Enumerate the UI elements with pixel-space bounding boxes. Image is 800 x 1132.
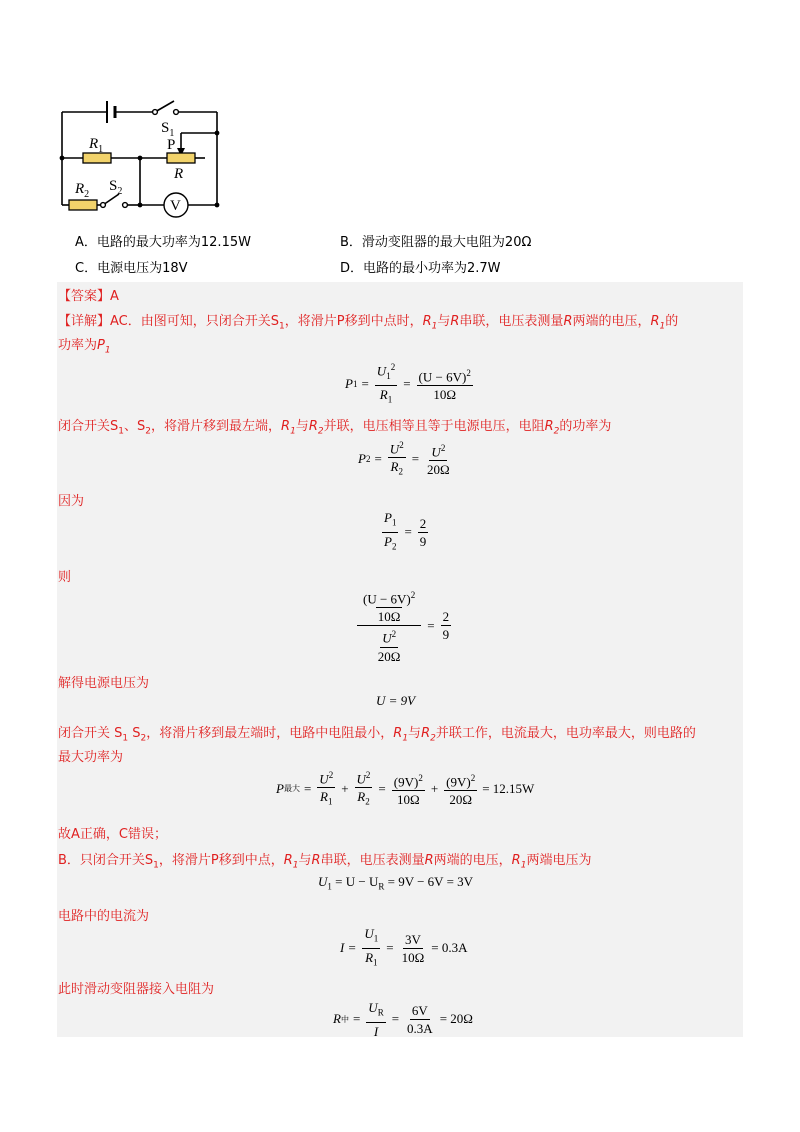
conclusion-ac: 故A正确，C错误； <box>58 827 167 842</box>
answer: 【答案】A <box>58 289 119 304</box>
voltmeter-label: V <box>170 198 181 214</box>
equation-u: U = 9V <box>376 693 416 708</box>
analysis-line-2: 功率为$P_1$ <box>58 338 111 356</box>
equation-resistance: R 中 = $\frac{U_R}{I}$ = $\frac{6V}{0.3A}$ = 20Ω <box>333 1000 473 1039</box>
option-a: A．电路的最大功率为12.15W <box>75 235 251 250</box>
option-d: D．电路的最小功率为2.7W <box>340 261 501 276</box>
current-label: 电路中的电流为 <box>58 909 150 924</box>
rheostat-r-label: R <box>174 166 184 182</box>
circuit-diagram <box>55 92 230 222</box>
equation-p1: P 1 = $\frac{U_1^2}{R_1}$ = $\frac{(U - 6V)^2}{10\Omega}$ <box>345 362 471 405</box>
r1-label: $R_1$ <box>89 136 104 155</box>
equation-compound: $\frac{\frac{(U - 6V)^2}{10\Omega}}{\frac{U^2}{20\Omega}}$ = $\frac{2}{9}$ <box>355 588 453 664</box>
r2-label: $R_2$ <box>75 181 90 200</box>
resistance-label: 此时滑动变阻器接入电阻为 <box>58 982 215 997</box>
equation-u1: $U_1 = U - U_R = 9V - 6V = 3V$ <box>318 874 474 892</box>
equation-p2: P 2 = $\frac{U^2}{R_2}$ = $\frac{U^2}{20\Omega}$ <box>358 440 450 478</box>
s2-label: $S_2$ <box>109 178 123 197</box>
slider-p-label: P <box>167 137 176 153</box>
solve-label: 解得电源电压为 <box>58 676 150 691</box>
then-label: 则 <box>58 570 72 585</box>
s1-label: $S_1$ <box>161 120 175 139</box>
equation-current: I = $\frac{U_1}{R_1}$ = $\frac{3V}{10\Omega}$ = 0.3A <box>340 926 468 968</box>
analysis-b-line: B．只闭合开关$S_1$，将滑片P移到中点，$R_1$与R串联，电压表测量R两端的电压，$R_1$两端电压为 <box>58 853 592 871</box>
analysis-line-5: 最大功率为 <box>58 750 124 765</box>
analysis-line-4: 闭合开关 $S_1$ $S_2$，将滑片移到最左端时，电路中电阻最小，$R_1$与$R_2$并联工作，电流最大，电功率最大，则电路的 <box>58 726 696 744</box>
option-c: C．电源电压为18V <box>75 261 188 276</box>
option-b: B．滑动变阻器的最大电阻为20Ω <box>340 235 532 250</box>
analysis-line-3: 闭合开关$S_1$、$S_2$，将滑片移到最左端，$R_1$与$R_2$并联，电压相等且等于电源电压，电阻$R_2$的功率为 <box>58 419 612 437</box>
analysis-line-1: 【详解】AC．由图可知，只闭合开关$S_1$，将滑片P移到中点时，$R_1$与R串联，电压表测量R两端的电压，$R_1$的 <box>58 314 679 332</box>
because-label: 因为 <box>58 494 85 509</box>
equation-ratio: $\frac{P_1}{P_2}$ = $\frac{2}{9}$ <box>384 510 427 552</box>
equation-pmax: P 最大 = $\frac{U^2}{R_1}$ + $\frac{U^2}{R_2}$ = $\frac{(9V)^2}{10\Omega}$ + $\frac{(9V)^2}{20\Omega}$ = 12.15W <box>276 770 535 808</box>
